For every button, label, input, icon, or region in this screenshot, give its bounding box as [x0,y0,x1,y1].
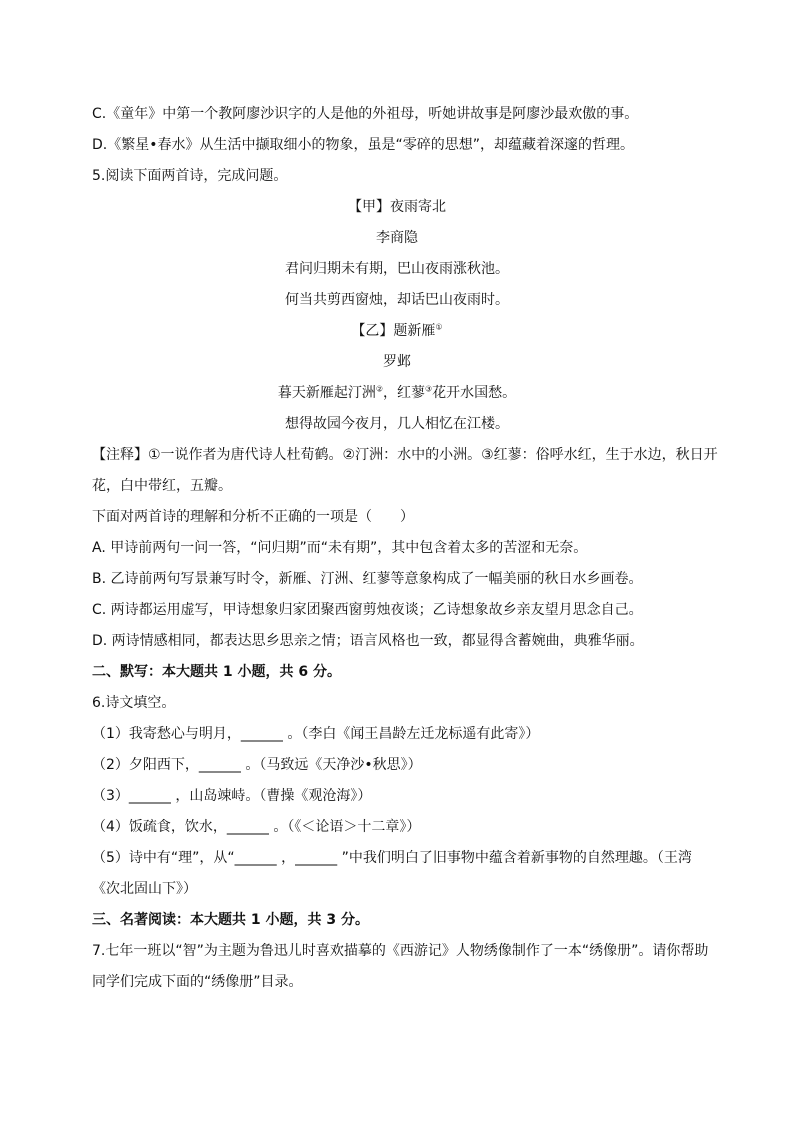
poem-b-line-1-part-2: ，红蓼 [383,385,425,401]
poem-a-line-2: 何当共剪西窗烛，却话巴山夜雨时。 [285,292,509,308]
question-6-item-5: （5）诗中有“理”，从“______ ，______ ”中我们明白了旧事物中蕴含着新事物的自然理趣。（王湾 [92,850,692,866]
section-2-heading: 二、默写：本大题共 1 小题，共 6 分。 [92,664,341,680]
question-5-prompt: 下面对两首诗的理解和分析不正确的一项是（ ） [92,509,414,525]
option-d-line: D.《繁星•春水》从生活中撷取细小的物象，虽是“零碎的思想”，却蕴藏着深邃的哲理。 [92,137,634,153]
section-3-heading: 三、名著阅读：本大题共 1 小题，共 3 分。 [92,912,369,928]
poem-a-title: 【甲】夜雨寄北 [348,199,446,215]
question-6-stem: 6.诗文填空。 [92,695,176,711]
question-6-item-3: （3）______ ，山岛竦峙。（曹操《观沧海》） [92,788,372,804]
question-6-item-5-cont: 《次北固山下》） [92,881,197,897]
annotation-line-2: 花，白中带红，五瓣。 [92,478,232,494]
poem-a-line-1: 君问归期未有期，巴山夜雨涨秋池。 [285,261,509,277]
question-5-option-a: A. 甲诗前两句一问一答，“问归期”而“未有期”，其中包含着太多的苦涩和无奈。 [92,540,588,556]
poem-b-line-1-part-3: 花开水国愁。 [432,385,517,401]
question-6-item-4: （4）饭疏食，饮水，______ 。（《＜论语＞十二章》） [92,819,421,835]
poem-b-author: 罗邺 [383,354,411,370]
poem-b-line-1-part-1: 暮天新雁起汀洲 [277,385,376,401]
poem-b-line-1 [0,383,794,403]
question-7-stem-line-1: 7.七年一班以“智”为主题为鲁迅儿时喜欢描摹的《西游记》人物绣像制作了一本“绣像册”。请你帮助 [92,943,709,959]
question-5-option-b: B. 乙诗前两句写景兼写时令，新雁、汀洲、红蓼等意象构成了一幅美丽的秋日水乡画卷。 [92,571,643,587]
question-7-stem-line-2: 同学们完成下面的“绣像册”目录。 [92,974,303,990]
poem-b-title [0,321,794,341]
question-6-item-2: （2）夕阳西下，______ 。（马致远《天净沙•秋思》） [92,757,422,773]
question-5-stem: 5.阅读下面两首诗，完成问题。 [92,168,288,184]
footnote-mark-2: ② [375,384,383,394]
question-5-option-c: C. 两诗都运用虚写，甲诗想象归家团聚西窗剪烛夜谈；乙诗想象故乡亲友望月思念自己。 [92,602,643,618]
poem-b-title-text: 【乙】题新雁 [351,323,436,339]
poem-a-author: 李商隐 [376,230,418,246]
annotation-line-1: 【注释】①一说作者为唐代诗人杜荀鹤。②汀洲：水中的小洲。③红蓼：俗呼水红，生于水边，秋日开 [92,447,718,463]
question-6-item-1: （1）我寄愁心与明月，______ 。（李白《闻王昌龄左迁龙标遥有此寄》） [92,726,540,742]
option-c-line: C.《童年》中第一个教阿廖沙识字的人是他的外祖母，听她讲故事是阿廖沙最欢傲的事。 [92,106,639,122]
question-5-option-d: D. 两诗情感相同，都表达思乡思亲之情；语言风格也一致，都显得含蓄婉曲，典雅华丽。 [92,633,644,649]
footnote-mark-3: ③ [425,384,433,394]
footnote-mark-1: ① [435,322,443,332]
poem-b-line-2: 想得故园今夜月，几人相忆在江楼。 [285,416,509,432]
